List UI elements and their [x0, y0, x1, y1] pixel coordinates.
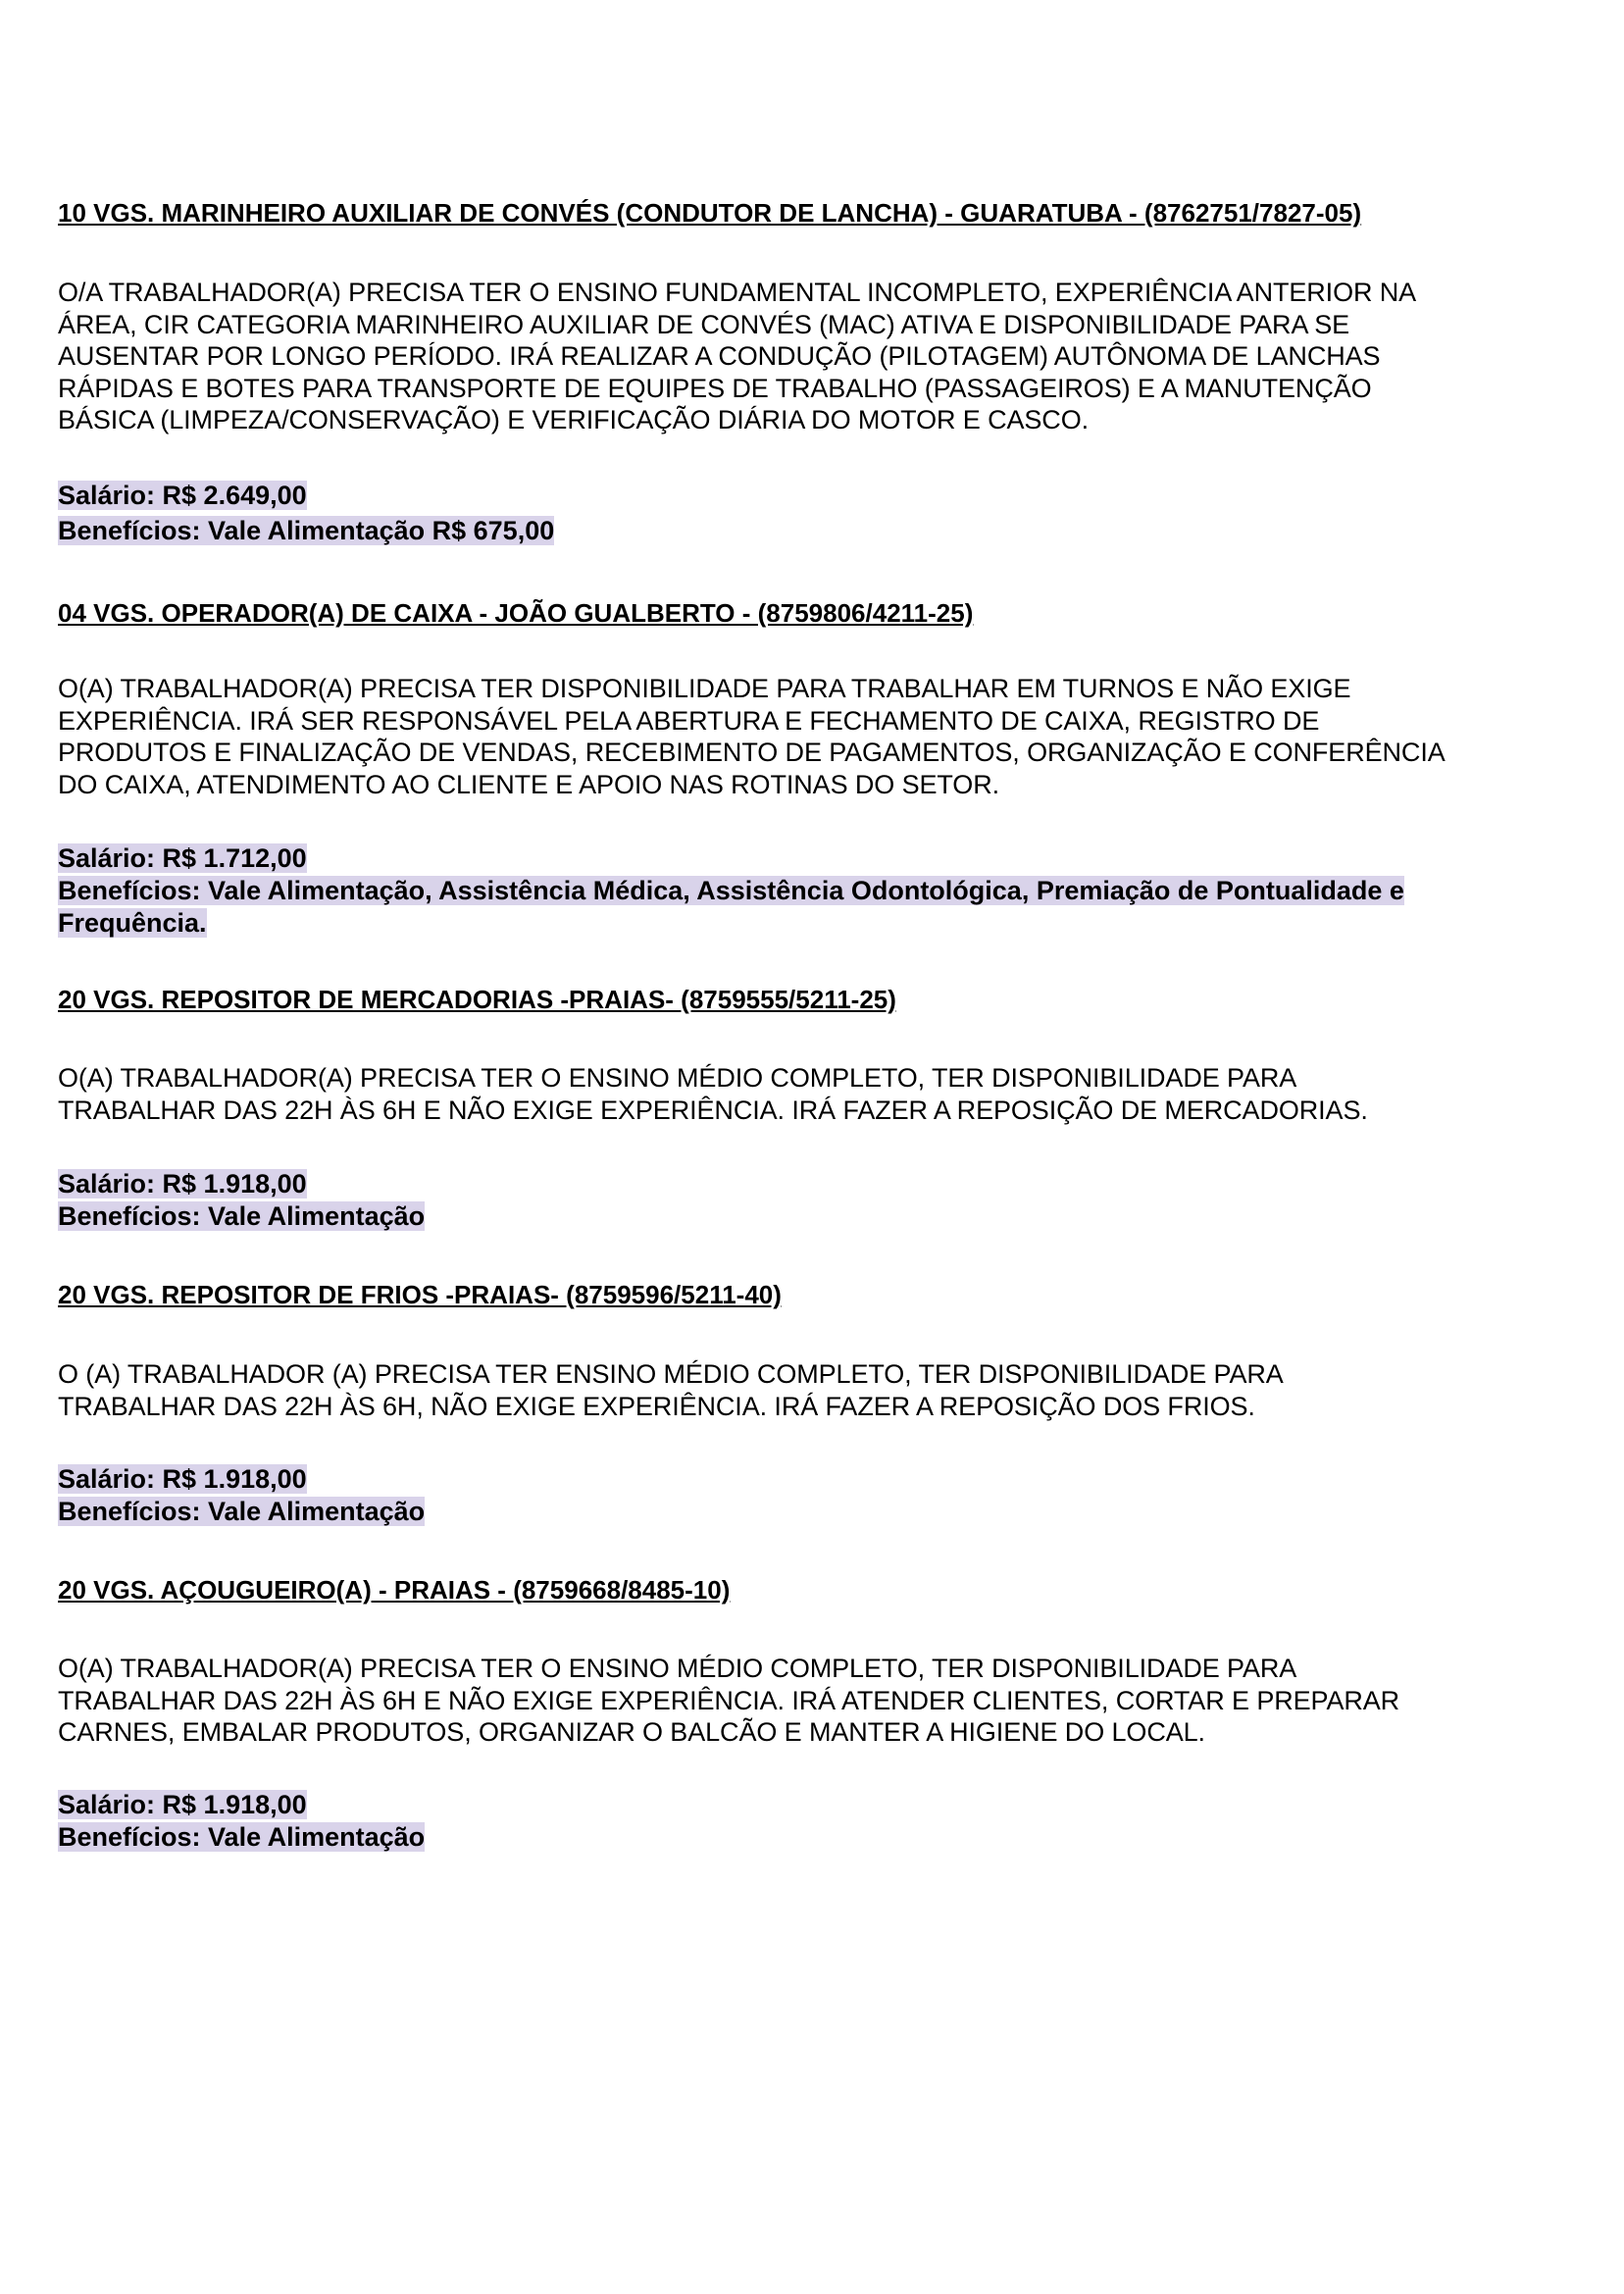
job-benefits: Benefícios: Vale Alimentação [58, 1822, 426, 1852]
job-title: 20 VGS. REPOSITOR DE MERCADORIAS -PRAIAS- (8759555/5211-25) [58, 985, 896, 1014]
job-benefits: Benefícios: Vale Alimentação R$ 675,00 [58, 516, 555, 545]
job-description: O(A) TRABALHADOR(A) PRECISA TER O ENSINO MÉDIO COMPLETO, TER DISPONIBILIDADE PARA TRABALHAR DAS 22H ÀS 6H E NÃO EXIGE EXPERIÊNCIA. IRÁ ATENDER CLIENTES, CORTAR E PREPARAR CARNES, EMBALAR PRODUTOS, ORGANIZAR O BALCÃO E MANTER A HIGIENE DO LOCAL. [58, 1654, 1400, 1748]
job-salary-block [58, 1789, 1529, 1821]
job-benefits: Benefícios: Vale Alimentação [58, 1497, 426, 1526]
job-salary: Salário: R$ 2.649,00 [58, 481, 307, 510]
job-salary: Salário: R$ 1.918,00 [58, 1790, 307, 1819]
job-title: 20 VGS. AÇOUGUEIRO(A) - PRAIAS - (8759668/8485-10) [58, 1575, 731, 1605]
job-benefits-block [58, 515, 1529, 547]
job-posting [58, 984, 1529, 1015]
job-description: O/A TRABALHADOR(A) PRECISA TER O ENSINO FUNDAMENTAL INCOMPLETO, EXPERIÊNCIA ANTERIOR NA ÁREA, CIR CATEGORIA MARINHEIRO AUXILIAR DE CONVÉS (MAC) ATIVA E DISPONIBILIDADE PARA SE AUSENTAR POR LONGO PERÍODO. IRÁ REALIZAR A CONDUÇÃO (PILOTAGEM) AUTÔNOMA DE LANCHAS RÁPIDAS E BOTES PARA TRANSPORTE DE EQUIPES DE TRABALHO (PASSAGEIROS) E A MANUTENÇÃO BÁSICA (LIMPEZA/CONSERVAÇÃO) E VERIFICAÇÃO DIÁRIA DO MOTOR E CASCO. [58, 278, 1417, 435]
job-description: O(A) TRABALHADOR(A) PRECISA TER O ENSINO MÉDIO COMPLETO, TER DISPONIBILIDADE PARA TRABALHAR DAS 22H ÀS 6H E NÃO EXIGE EXPERIÊNCIA. IRÁ FAZER A REPOSIÇÃO DE MERCADORIAS. [58, 1063, 1368, 1125]
job-salary-block [58, 1168, 1529, 1200]
job-salary: Salário: R$ 1.918,00 [58, 1169, 307, 1198]
job-title: 04 VGS. OPERADOR(A) DE CAIXA - JOÃO GUALBERTO - (8759806/4211-25) [58, 598, 974, 628]
job-salary-block [58, 842, 1529, 875]
job-title: 20 VGS. REPOSITOR DE FRIOS -PRAIAS- (8759596/5211-40) [58, 1280, 782, 1309]
job-salary: Salário: R$ 1.712,00 [58, 843, 307, 873]
job-description: O(A) TRABALHADOR(A) PRECISA TER DISPONIBILIDADE PARA TRABALHAR EM TURNOS E NÃO EXIGE EXPERIÊNCIA. IRÁ SER RESPONSÁVEL PELA ABERTURA E FECHAMENTO DE CAIXA, REGISTRO DE PRODUTOS E FINALIZAÇÃO DE VENDAS, RECEBIMENTO DE PAGAMENTOS, ORGANIZAÇÃO E CONFERÊNCIA DO CAIXA, ATENDIMENTO AO CLIENTE E APOIO NAS ROTINAS DO SETOR. [58, 674, 1446, 799]
job-benefits-block [58, 1200, 1529, 1233]
job-posting [58, 1574, 1529, 1606]
job-salary: Salário: R$ 1.918,00 [58, 1464, 307, 1494]
job-posting [58, 197, 1529, 229]
job-description-block [58, 1358, 1529, 1422]
job-title: 10 VGS. MARINHEIRO AUXILIAR DE CONVÉS (CONDUTOR DE LANCHA) - GUARATUBA - (8762751/7827-05) [58, 198, 1362, 228]
job-description-block [58, 277, 1529, 436]
job-benefits-block [58, 1496, 1529, 1528]
job-benefits-block [58, 1821, 1529, 1854]
job-posting [58, 1279, 1529, 1310]
job-benefits: Benefícios: Vale Alimentação, Assistência Médica, Assistência Odontológica, Premiação de Pontualidade e Frequência. [58, 876, 1404, 938]
job-description-block [58, 1062, 1529, 1126]
job-description-block [58, 673, 1529, 800]
job-description-block [58, 1653, 1529, 1749]
job-salary-block [58, 1463, 1529, 1496]
job-benefits-block [58, 875, 1529, 939]
job-posting [58, 597, 1529, 629]
job-salary-block [58, 480, 1529, 512]
job-benefits: Benefícios: Vale Alimentação [58, 1201, 426, 1231]
job-description: O (A) TRABALHADOR (A) PRECISA TER ENSINO MÉDIO COMPLETO, TER DISPONIBILIDADE PARA TRABALHAR DAS 22H ÀS 6H, NÃO EXIGE EXPERIÊNCIA. IRÁ FAZER A REPOSIÇÃO DOS FRIOS. [58, 1359, 1284, 1421]
